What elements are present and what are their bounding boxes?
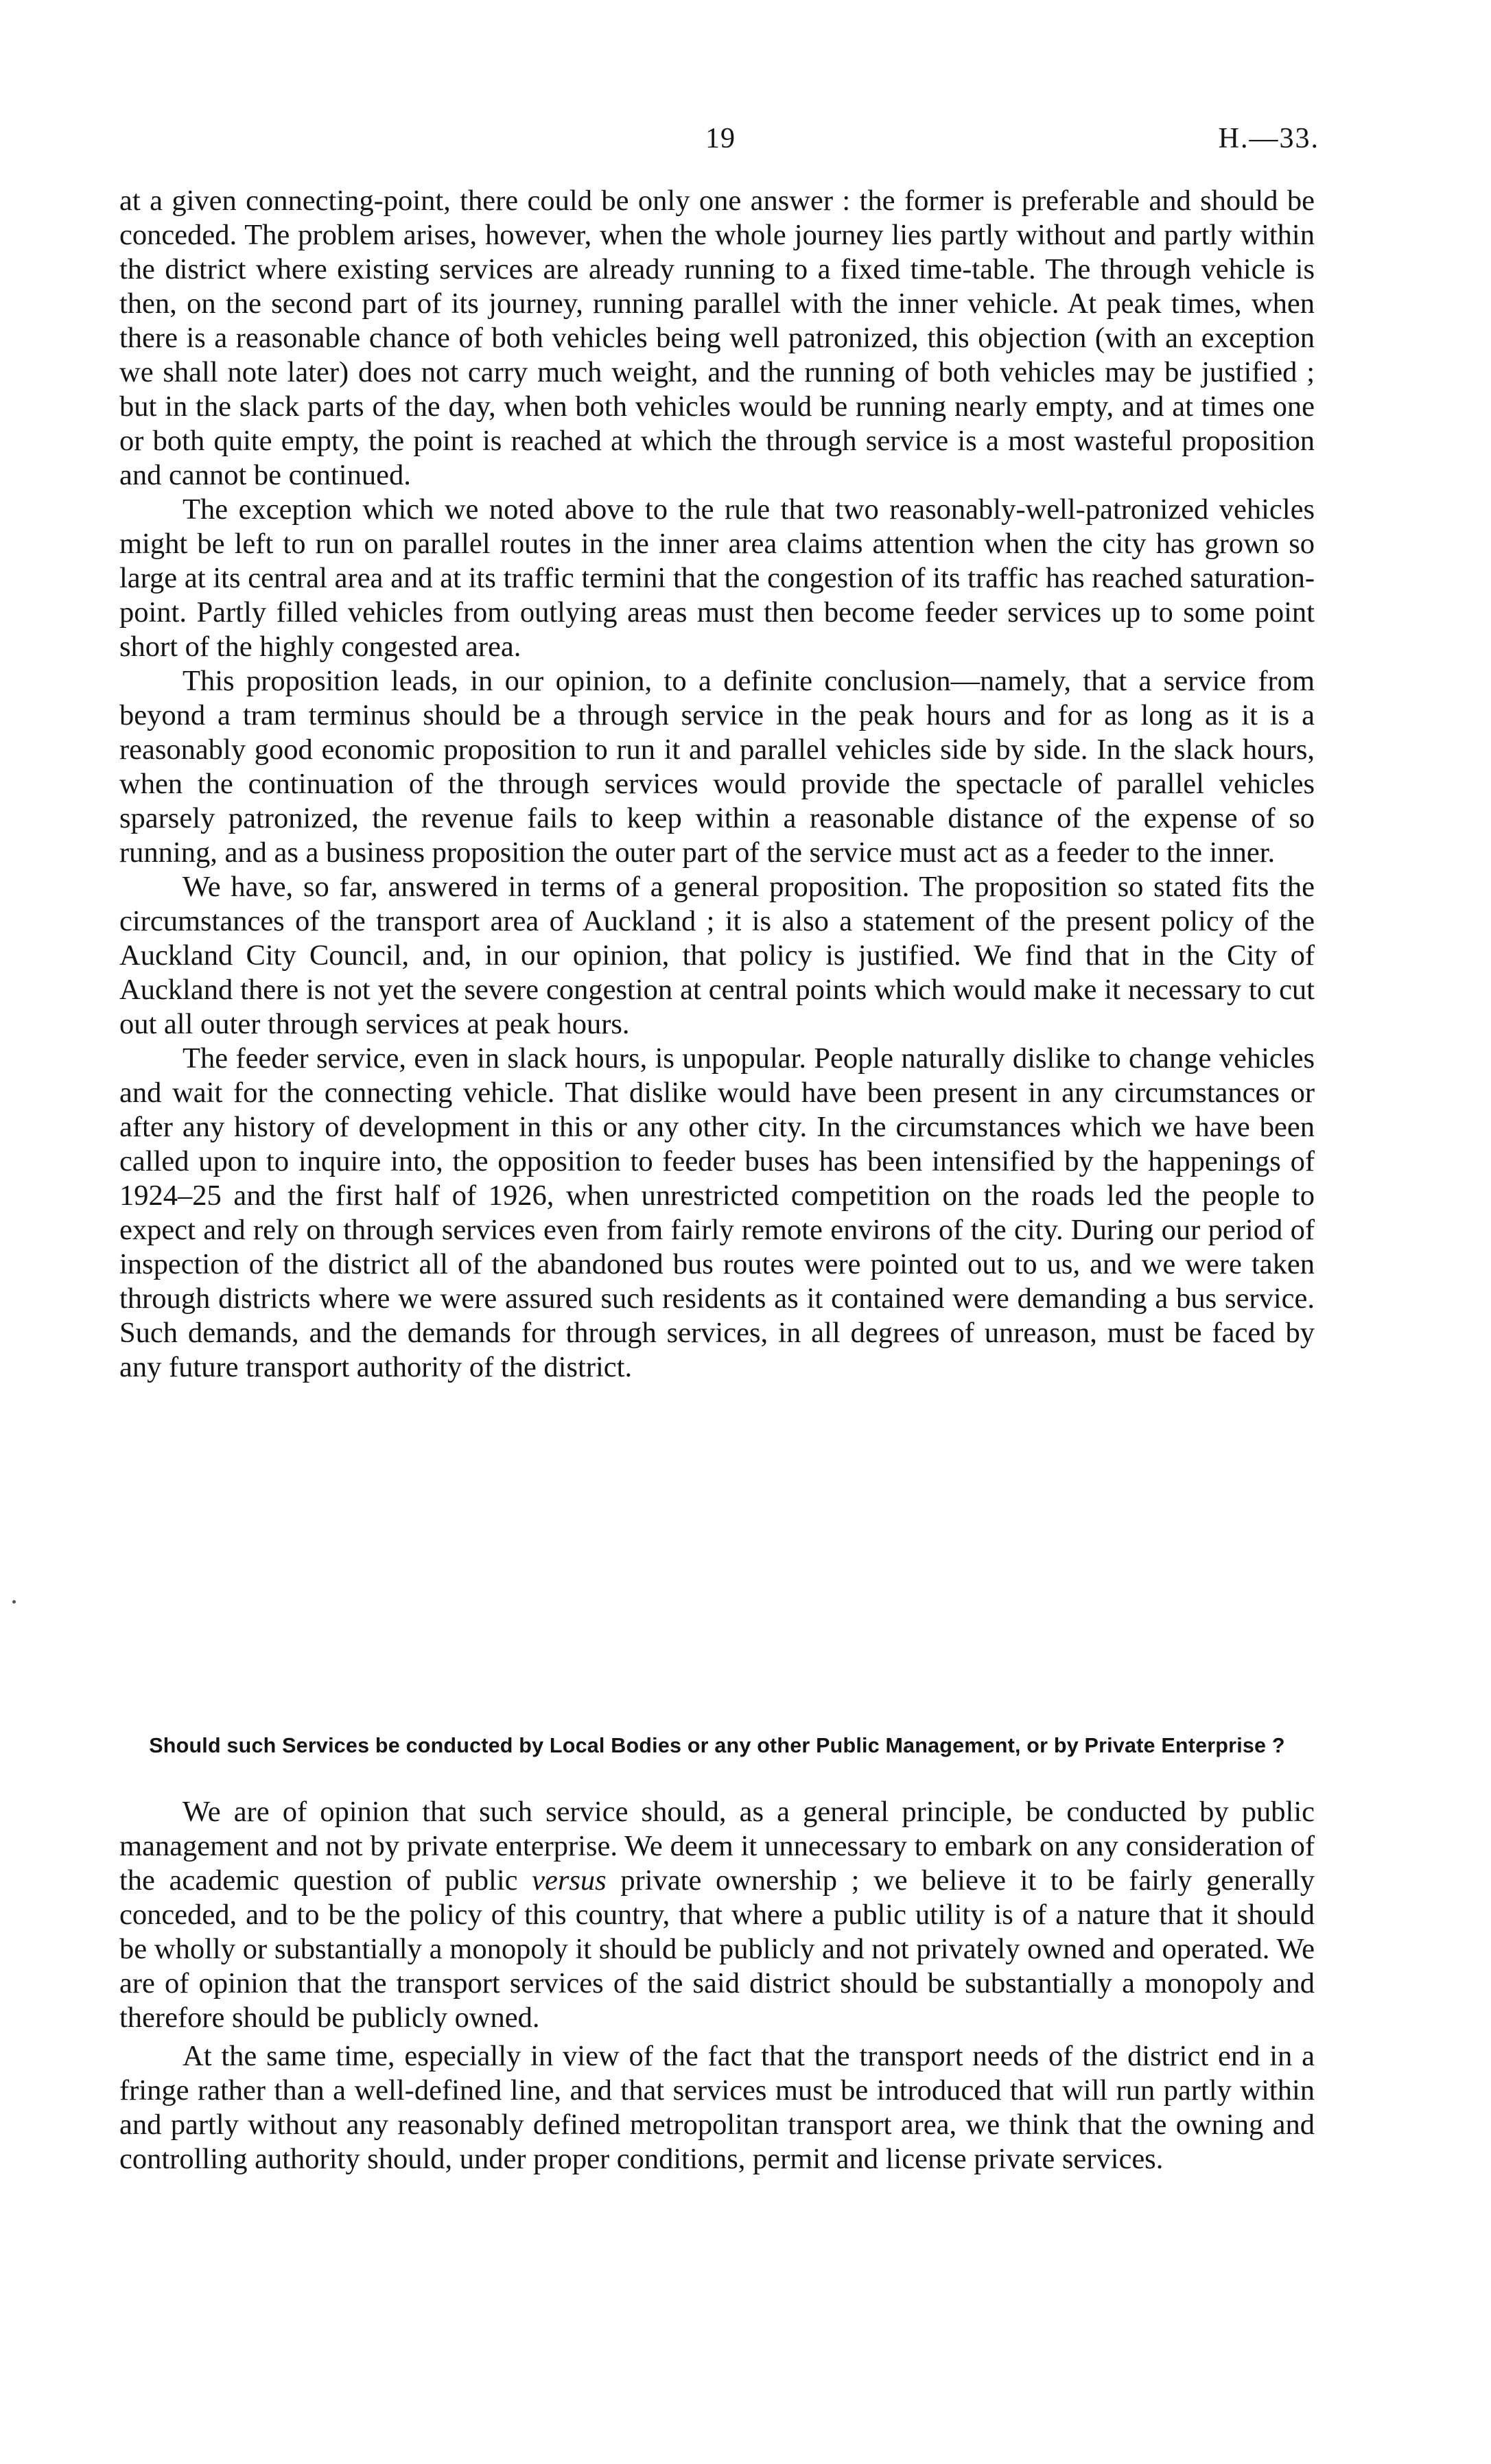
section-p1-italic: versus: [532, 1864, 607, 1897]
paragraph-1: at a given connecting-point, there could be only one answer : the former is preferable and should be conceded. The problem arises, however, when the whole journey lies partly without and partly within the district where existing services are already running to a fixed time-table. The through vehicle is then, on the second part of its journey, running parallel with the inner vehicle. At peak times, when there is a reasonable chance of both vehicles being well patronized, this objection (with an exception we shall note later) does not carry much weight, and the running of both vehicles may be justified ; but in the slack parts of the day, when both vehicles would be running nearly empty, and at times one or both quite empty, the point is reached at which the through service is a most wasteful proposition and cannot be continued.: [119, 185, 1315, 491]
paragraph-2: The exception which we noted above to the rule that two reasonably-well-patronized vehicles might be left to run on parallel routes in the inner area claims attention when the city has grown so large at its central area and at its traffic termini that the congestion of its traffic has reached saturation-point. Partly filled vehicles from outlying areas must then become feeder services up to some point short of the highly congested area.: [119, 493, 1315, 663]
section-p1-text-b: private ownership ; we believe it to be fairly generally conceded, and to be the policy of this country, that where a public utility is of a nature that it should be wholly or substantially a monopoly it should be publicly and not privately owned and operated. We are of opinion that the transport services of the said district should be substantially a monopoly and therefore should be publicly owned.: [119, 1864, 1315, 2034]
paragraph-5: The feeder service, even in slack hours, is unpopular. People naturally dislike to change vehicles and wait for the connecting vehicle. That dislike would have been present in any circumstances or after any history of development in this or any other city. In the circumstances which we have been called upon to inquire into, the opposition to feeder buses has been intensified by the happenings of 1924–25 and the first half of 1926, when unrestricted competition on the roads led the people to expect and rely on through services even from fairly remote environs of the city. During our period of inspection of the district all of the abandoned bus routes were pointed out to us, and we were taken through districts where we were assured such residents as it contained were demanding a bus service. Such demands, and the demands for through services, in all degrees of unreason, must be faced by any future transport authority of the district.: [119, 1042, 1315, 1383]
section-paragraph-1: [119, 1795, 1315, 2035]
margin-mark: [12, 1600, 16, 1604]
page-number: 19: [705, 123, 736, 154]
paragraph-4: We have, so far, answered in terms of a general proposition. The proposition so stated fits the circumstances of the transport area of Auckland ; it is also a statement of the present policy of the Auckland City Council, and, in our opinion, that policy is justified. We find that in the City of Auckland there is not yet the severe congestion at central points which would make it necessary to cut out all outer through services at peak hours.: [119, 871, 1315, 1040]
paragraph-3: This proposition leads, in our opinion, to a definite conclusion—namely, that a service from beyond a tram terminus should be a through service in the peak hours and for as long as it is a reasonably good economic proposition to run it and parallel vehicles side by side. In the slack hours, when the continuation of the through services would provide the spectacle of parallel vehicles sparsely patronized, the revenue fails to keep within a reasonable distance of the expense of so running, and as a business proposition the outer part of the service must act as a feeder to the inner.: [119, 665, 1315, 869]
document-reference: H.—33.: [1218, 123, 1319, 154]
section-paragraph-2: At the same time, especially in view of the fact that the transport needs of the district end in a fringe rather than a well-defined line, and that services must be introduced that will run partly within and partly without any reasonably defined metropolitan transport area, we think that the owning and controlling authority should, under proper conditions, permit and license private services.: [119, 2040, 1315, 2175]
body-text: [119, 184, 1315, 1385]
section-body: [119, 1795, 1315, 2181]
section-heading: Should such Services be conducted by Local Bodies or any other Public Management, or by Private Enterprise ?: [149, 1734, 1285, 1757]
section-p1-text-a: We are of opinion that such service should, as a general principle, be conducted by public management and not by private enterprise. We deem it unnecessary to embark on any consideration of the academic question of public: [119, 1796, 1315, 1897]
